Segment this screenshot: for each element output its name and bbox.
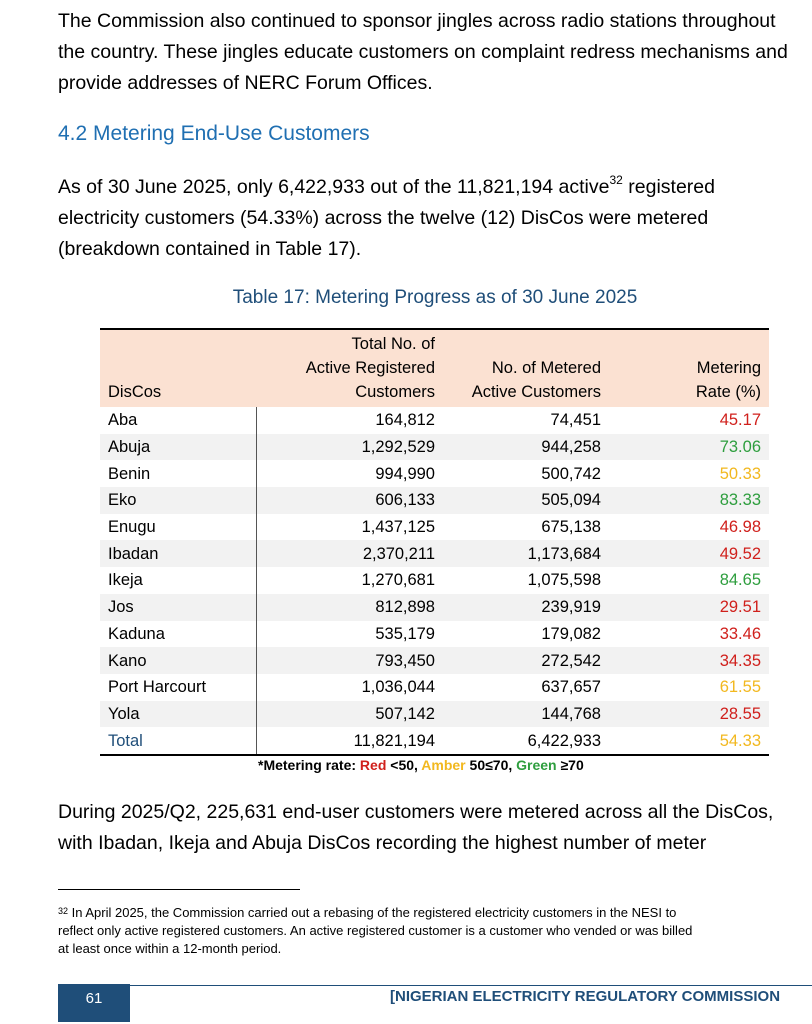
footnote: [58, 904, 812, 958]
total-row: [100, 727, 769, 755]
cell-metered: 505,094: [541, 491, 601, 510]
cell-disco: Enugu: [100, 514, 257, 541]
metering-table: [100, 328, 769, 756]
footnote-line-3: at least once within a 12-month period.: [58, 941, 282, 956]
cell-registered: 11,821,194: [257, 727, 444, 755]
intro-line: provide addresses of NERC Forum Offices.: [58, 72, 433, 94]
cell-registered: 1,036,044: [361, 678, 435, 697]
cell-rate: 83.33: [719, 491, 761, 510]
intro-line: The Commission also continued to sponsor jingles across radio stations throughout: [58, 10, 776, 32]
page-number: 61: [58, 984, 130, 1022]
table-row: [100, 540, 769, 567]
cell-registered: 793,450: [375, 651, 435, 670]
cell-disco: Abuja: [100, 434, 257, 461]
cell-disco: Kaduna: [100, 621, 257, 648]
table-row: [100, 407, 769, 434]
header-rate-line: Rate (%): [695, 383, 761, 401]
cell-registered: 606,133: [375, 491, 435, 510]
footnote-divider: [58, 889, 300, 890]
cell-disco: Kano: [100, 647, 257, 674]
table-row: [100, 514, 769, 541]
cell-registered: 1,292,529: [361, 438, 435, 457]
metering-paragraph: [58, 172, 810, 265]
header-discos: DisCos: [108, 383, 162, 401]
cell-rate: 84.65: [719, 571, 761, 590]
note-amber-range: 50≤70,: [465, 757, 517, 773]
note-prefix: *Metering rate:: [258, 757, 360, 773]
header-metered-line: Active Customers: [471, 383, 601, 401]
cell-rate: 49.52: [719, 544, 761, 563]
cell-disco: Port Harcourt: [100, 674, 257, 701]
note-amber-label: Amber: [421, 757, 466, 773]
header-registered-line: Customers: [355, 383, 435, 401]
table-row: [100, 594, 769, 621]
header-metered: [443, 329, 609, 407]
cell-registered: 1,270,681: [361, 571, 435, 590]
header-rate: [609, 329, 769, 407]
cell-metered: 272,542: [541, 651, 601, 670]
cell-rate: 50.33: [719, 464, 761, 483]
cell-registered: 812,898: [375, 598, 435, 617]
table-body: [100, 407, 769, 755]
cell-registered: 994,990: [375, 464, 435, 483]
cell-rate: 54.33: [609, 727, 769, 755]
table-row: [100, 434, 769, 461]
cell-rate: 33.46: [719, 624, 761, 643]
cell-disco: Ikeja: [100, 567, 257, 594]
cell-registered: 164,812: [375, 411, 435, 430]
table-row: [100, 701, 769, 728]
note-red-range: <50,: [386, 757, 422, 773]
metering-line-2: electricity customers (54.33%) across the twelve (12) DisCos were metered: [58, 207, 709, 229]
cell-registered: 2,370,211: [362, 544, 435, 563]
cell-metered: 6,422,933: [443, 727, 609, 755]
cell-metered: 1,075,598: [527, 571, 601, 590]
footnote-line-1-text: In April 2025, the Commission carried out a rebasing of the registered electricity customers in the NESI to: [68, 905, 677, 920]
cell-registered: 535,179: [375, 624, 435, 643]
cell-rate: 61.55: [719, 678, 761, 697]
footer-divider: [130, 985, 812, 986]
cell-rate: 46.98: [719, 518, 761, 537]
footnote-line-2: reflect only active registered customers. An active registered customer is a customer who vended or was billed: [58, 923, 693, 938]
cell-metered: 239,919: [541, 598, 601, 617]
cell-disco: Eko: [100, 487, 257, 514]
table-row: [100, 460, 769, 487]
intro-paragraph: [58, 6, 810, 99]
section-heading: 4.2 Metering End-Use Customers: [58, 122, 370, 145]
header-metered-line: No. of Metered: [491, 359, 601, 377]
cell-metered: 1,173,684: [527, 544, 601, 563]
closing-paragraph: [58, 797, 810, 859]
cell-rate: 34.35: [719, 651, 761, 670]
cell-metered: 637,657: [541, 678, 601, 697]
metering-line-1: [58, 172, 810, 203]
header-rate-line: Metering: [696, 359, 761, 377]
table-row: [100, 567, 769, 594]
metering-line-1-text: As of 30 June 2025, only 6,422,933 out of the 11,821,194 active: [58, 176, 610, 198]
footnote-line-1: [58, 904, 812, 922]
table-header: [100, 329, 769, 407]
cell-rate: 29.51: [719, 598, 761, 617]
intro-line: the country. These jingles educate customers on complaint redress mechanisms and: [58, 41, 788, 63]
cell-rate: 28.55: [719, 704, 761, 723]
note-green-range: ≥70: [556, 757, 584, 773]
cell-metered: 500,742: [541, 464, 601, 483]
cell-registered: 1,437,125: [361, 518, 435, 537]
cell-disco: Jos: [100, 594, 257, 621]
note-red-label: Red: [359, 757, 387, 773]
cell-disco: Total: [100, 727, 257, 755]
note-green-label: Green: [516, 757, 557, 773]
cell-disco: Ibadan: [100, 540, 257, 567]
cell-disco: Benin: [100, 460, 257, 487]
header-registered: [257, 329, 444, 407]
footnote-reference[interactable]: 32: [609, 173, 623, 187]
table-row: [100, 674, 769, 701]
table-row: [100, 621, 769, 648]
cell-registered: 507,142: [375, 704, 435, 723]
cell-metered: 944,258: [541, 438, 601, 457]
cell-disco: Yola: [100, 701, 257, 728]
cell-metered: 74,451: [550, 411, 601, 430]
cell-rate: 73.06: [719, 438, 761, 457]
header-registered-line: Total No. of: [351, 335, 435, 353]
table-caption: Table 17: Metering Progress as of 30 June 2025: [232, 287, 638, 308]
cell-metered: 179,082: [541, 624, 601, 643]
cell-metered: 144,768: [541, 704, 601, 723]
metering-line-3: (breakdown contained in Table 17).: [58, 238, 362, 260]
closing-line: During 2025/Q2, 225,631 end-user customers were metered across all the DisCos,: [58, 801, 774, 823]
header-registered-line: Active Registered: [305, 359, 435, 377]
table-row: [100, 647, 769, 674]
footer-title: [NIGERIAN ELECTRICITY REGULATORY COMMISSION: [390, 988, 781, 1005]
table-row: [100, 487, 769, 514]
footnote-marker: 32: [58, 906, 69, 916]
cell-disco: Aba: [100, 407, 257, 434]
cell-rate: 45.17: [719, 411, 761, 430]
cell-metered: 675,138: [541, 518, 601, 537]
closing-line: with Ibadan, Ikeja and Abuja DisCos recording the highest number of meter: [58, 832, 707, 854]
metering-rate-note: [258, 757, 584, 773]
header-row: [100, 329, 769, 407]
metering-line-1-end: registered: [622, 176, 715, 198]
